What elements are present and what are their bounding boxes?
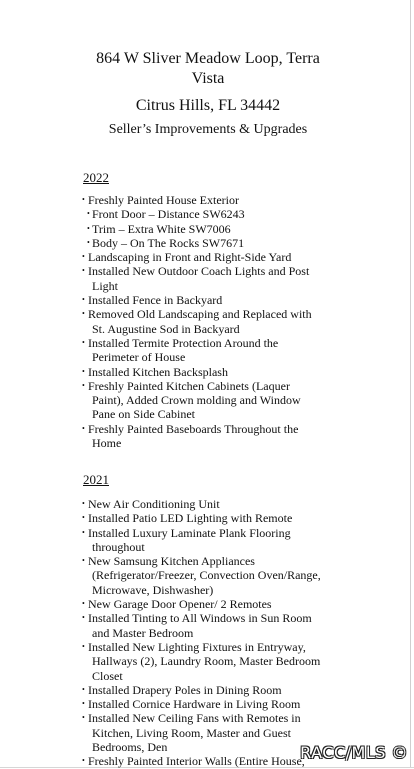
list-item-continuation: Hallways (2), Laundry Room, Master Bedroom (92, 654, 321, 669)
list-item-continuation: Pane on Side Cabinet (92, 407, 195, 422)
address-line-1: 864 W Sliver Meadow Loop, Terra (96, 50, 320, 67)
page-edge (410, 0, 411, 768)
list-item: • Installed Cornice Hardware in Living Room (83, 697, 333, 711)
list-item: • Installed Patio LED Lighting with Remote (83, 511, 333, 525)
year-heading-2021: 2021 (83, 472, 109, 487)
list-item-continuation: (Refrigerator/Freezer, Convection Oven/Range, (92, 568, 321, 583)
list-item: • Installed Tinting to All Windows in Sun Room (83, 611, 333, 625)
list-item: • Installed New Ceiling Fans with Remotes in (83, 711, 333, 725)
list-item: • Installed Termite Protection Around the (83, 336, 333, 350)
list-item-continuation: Bedrooms, Den (92, 740, 168, 755)
list-item-continuation: Paint), Added Crown molding and Window (92, 393, 301, 408)
list-item: • Installed New Lighting Fixtures in Entryway, (83, 640, 333, 654)
list-item-continuation: throughout (92, 539, 145, 554)
mls-watermark: RACC/MLS © (300, 743, 408, 762)
list-subitem: • Trim – Extra White SW7006 (83, 222, 333, 236)
list-item: • New Garage Door Opener/ 2 Remotes (83, 597, 333, 611)
city-line: Citrus Hills, FL 34442 (135, 97, 281, 114)
address-line-2: Vista (191, 70, 225, 87)
list-item: • New Samsung Kitchen Appliances (83, 554, 333, 568)
list-item: • Freshly Painted Baseboards Throughout the (83, 422, 333, 436)
list-item: • Freshly Painted Kitchen Cabinets (Laquer (83, 379, 333, 393)
list-item: • Removed Old Landscaping and Replaced with (83, 307, 333, 321)
list-item-continuation: St. Augustine Sod in Backyard (92, 321, 240, 336)
list-item-continuation: Home (92, 436, 122, 451)
list-item: • Installed Drapery Poles in Dining Room (83, 683, 333, 697)
list-item: • Freshly Painted House Exterior (83, 193, 333, 207)
list-item: • Landscaping in Front and Right-Side Yard (83, 250, 333, 264)
list-item-continuation: Closet (92, 668, 123, 683)
list-item-continuation: and Master Bedroom (92, 625, 194, 640)
list-item-continuation: Microwave, Dishwasher) (92, 582, 214, 597)
list-item-continuation: Kitchen, Living Room, Master and Guest (92, 725, 291, 740)
list-item: • Freshly Painted Interior Walls (Entire House, (83, 754, 333, 768)
list-item-continuation: Light (92, 278, 118, 293)
list-item: • Installed New Outdoor Coach Lights and Post (83, 264, 333, 278)
list-item: • Installed Kitchen Backsplash (83, 365, 333, 379)
list-item-continuation: Perimeter of House (92, 350, 186, 365)
improvements-list-2021 (83, 497, 333, 769)
list-item: • Installed Fence in Backyard (83, 293, 333, 307)
document-subtitle: Seller’s Improvements & Upgrades (108, 122, 308, 137)
list-item: • New Air Conditioning Unit (83, 497, 333, 511)
list-subitem: • Front Door – Distance SW6243 (83, 207, 333, 221)
list-subitem: • Body – On The Rocks SW7671 (83, 236, 333, 250)
list-item: • Installed Luxury Laminate Plank Flooring (83, 526, 333, 540)
year-heading-2022: 2022 (83, 170, 109, 185)
improvements-list-2022 (83, 193, 333, 450)
